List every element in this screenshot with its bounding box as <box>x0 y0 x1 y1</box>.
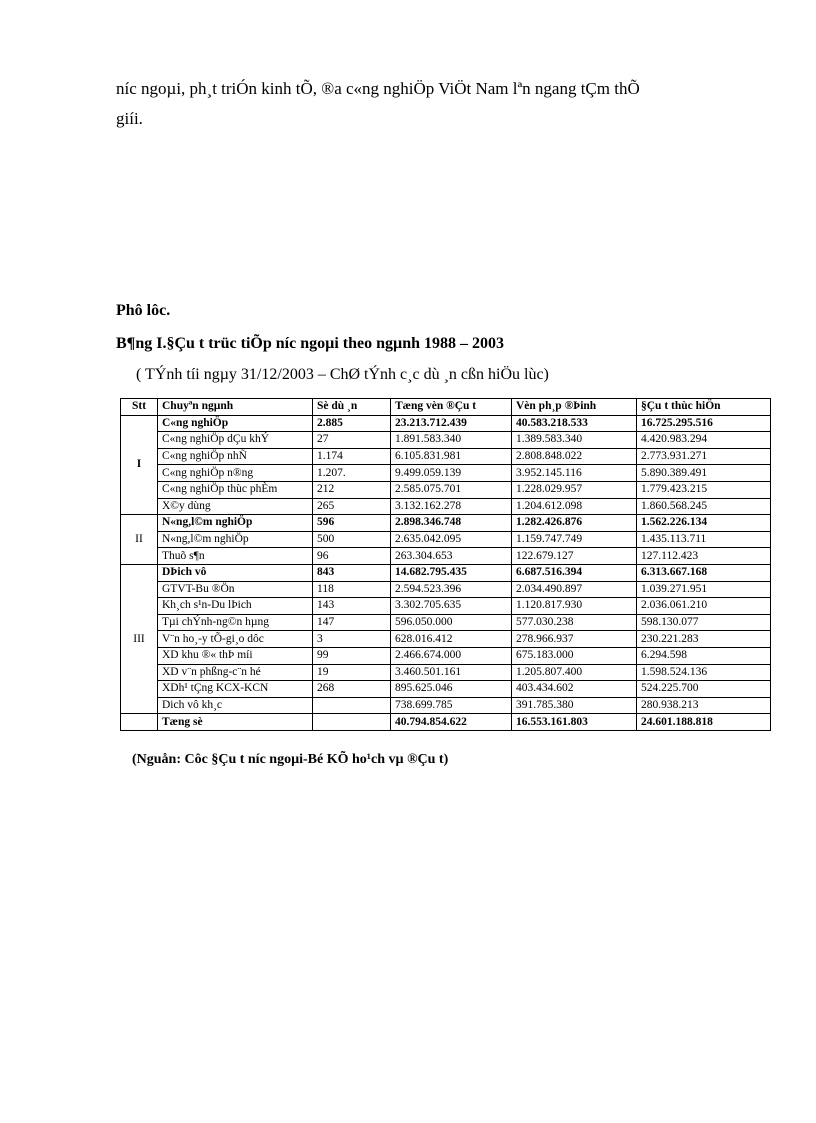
cell-sector: XD v¨n phßng-c¨n hé <box>158 664 313 681</box>
cell-realized: 598.130.077 <box>637 614 771 631</box>
cell-legal: 1.228.029.957 <box>512 481 637 498</box>
cell-legal: 122.679.127 <box>512 548 637 565</box>
cell-projects: 19 <box>313 664 391 681</box>
cell-sector: C«ng nghiÖp thùc phÈm <box>158 481 313 498</box>
table-row <box>121 664 771 681</box>
cell-realized: 1.860.568.245 <box>637 498 771 515</box>
cell-projects: 1.174 <box>313 448 391 465</box>
header-projects: Sè dù ¸n <box>313 399 391 416</box>
cell-realized: 280.938.213 <box>637 697 771 714</box>
cell-sector: C«ng nghiÖp <box>158 415 313 432</box>
table-row <box>121 515 771 532</box>
table-row <box>121 432 771 449</box>
cell-legal: 1.282.426.876 <box>512 515 637 532</box>
cell-projects: 118 <box>313 581 391 598</box>
cell-sector: N«ng,l©m nghiÖp <box>158 515 313 532</box>
cell-legal: 391.785.380 <box>512 697 637 714</box>
cell-total: 628.016.412 <box>391 631 512 648</box>
cell-stt-blank <box>121 714 158 731</box>
cell-total: 1.891.583.340 <box>391 432 512 449</box>
cell-total: 738.699.785 <box>391 697 512 714</box>
cell-sector: C«ng nghiÖp dÇu khÝ <box>158 432 313 449</box>
table-row <box>121 498 771 515</box>
cell-total: 2.594.523.396 <box>391 581 512 598</box>
cell-total: 2.635.042.095 <box>391 531 512 548</box>
header-legal-capital: Vèn ph¸p ®Þinh <box>512 399 637 416</box>
cell-realized: 4.420.983.294 <box>637 432 771 449</box>
cell-legal: 403.434.602 <box>512 681 637 698</box>
cell-projects: 268 <box>313 681 391 698</box>
table-row <box>121 681 771 698</box>
cell-legal: 2.808.848.022 <box>512 448 637 465</box>
header-stt: Stt <box>121 399 158 416</box>
table-row <box>121 415 771 432</box>
cell-projects <box>313 714 391 731</box>
table-row <box>121 647 771 664</box>
cell-legal: 16.553.161.803 <box>512 714 637 731</box>
table-row <box>121 598 771 615</box>
cell-projects <box>313 697 391 714</box>
table-header-row <box>121 399 771 416</box>
cell-projects: 596 <box>313 515 391 532</box>
cell-projects: 96 <box>313 548 391 565</box>
cell-sector: Tµi chÝnh-ng©n hµng <box>158 614 313 631</box>
cell-realized: 16.725.295.516 <box>637 415 771 432</box>
cell-legal: 577.030.238 <box>512 614 637 631</box>
cell-projects: 2.885 <box>313 415 391 432</box>
table-total-row <box>121 714 771 731</box>
cell-legal: 40.583.218.533 <box>512 415 637 432</box>
cell-total: 3.132.162.278 <box>391 498 512 515</box>
cell-realized: 2.036.061.210 <box>637 598 771 615</box>
paragraph-line-2: giíi. <box>116 109 143 128</box>
cell-realized: 524.225.700 <box>637 681 771 698</box>
cell-realized: 230.221.283 <box>637 631 771 648</box>
cell-realized: 127.112.423 <box>637 548 771 565</box>
cell-total: 40.794.854.622 <box>391 714 512 731</box>
cell-total: 2.898.346.748 <box>391 515 512 532</box>
table-row <box>121 531 771 548</box>
cell-sector: XD khu ®« thÞ míi <box>158 647 313 664</box>
table-row <box>121 581 771 598</box>
cell-sector: DÞich vô <box>158 564 313 581</box>
cell-total: 23.213.712.439 <box>391 415 512 432</box>
cell-total: 895.625.046 <box>391 681 512 698</box>
table-row <box>121 564 771 581</box>
cell-sector: Thuõ s¶n <box>158 548 313 565</box>
cell-realized: 24.601.188.818 <box>637 714 771 731</box>
cell-realized: 1.562.226.134 <box>637 515 771 532</box>
cell-sector: Dich vô kh¸c <box>158 697 313 714</box>
header-total-capital: Tæng vèn ®Çu t <box>391 399 512 416</box>
group-stt: II <box>121 515 158 565</box>
cell-projects: 843 <box>313 564 391 581</box>
cell-realized: 6.294.598 <box>637 647 771 664</box>
cell-total: 3.302.705.635 <box>391 598 512 615</box>
body-paragraph <box>116 74 756 134</box>
cell-sector: C«ng nghiÖp nhÑ <box>158 448 313 465</box>
group-stt: I <box>121 415 158 515</box>
header-realized: §Çu t thùc hiÖn <box>637 399 771 416</box>
cell-total: 3.460.501.161 <box>391 664 512 681</box>
cell-total: 6.105.831.981 <box>391 448 512 465</box>
cell-sector: GTVT-Bu ®Ön <box>158 581 313 598</box>
cell-legal: 278.966.937 <box>512 631 637 648</box>
table-title: B¶ng I.§Çu t trüc tiÕp níc ngoµi theo ngµnh 1988 – 2003 <box>116 335 505 352</box>
cell-sector: C«ng nghiÖp n®ng <box>158 465 313 482</box>
table-row <box>121 481 771 498</box>
cell-legal: 1.205.807.400 <box>512 664 637 681</box>
paragraph-line-1: níc ngoµi, ph¸t triÓn kinh tÕ, ®a c«ng nghiÖp ViÖt Nam lªn ngang tÇm thÕ <box>116 79 640 98</box>
cell-realized: 1.779.423.215 <box>637 481 771 498</box>
group-stt: III <box>121 564 158 713</box>
cell-sector: X©y dùng <box>158 498 313 515</box>
cell-sector: N«ng,l©m nghiÖp <box>158 531 313 548</box>
cell-realized: 2.773.931.271 <box>637 448 771 465</box>
cell-sector: XDh¹ tÇng KCX-KCN <box>158 681 313 698</box>
cell-sector: Tæng sè <box>158 714 313 731</box>
cell-realized: 5.890.389.491 <box>637 465 771 482</box>
cell-projects: 143 <box>313 598 391 615</box>
cell-projects: 99 <box>313 647 391 664</box>
cell-legal: 1.120.817.930 <box>512 598 637 615</box>
cell-legal: 1.389.583.340 <box>512 432 637 449</box>
cell-projects: 147 <box>313 614 391 631</box>
cell-legal: 675.183.000 <box>512 647 637 664</box>
table-row <box>121 614 771 631</box>
cell-total: 596.050.000 <box>391 614 512 631</box>
cell-realized: 1.039.271.951 <box>637 581 771 598</box>
table-subtitle: ( TÝnh tíi ngµy 31/12/2003 – ChØ tÝnh c¸c dù ¸n cßn hiÖu lùc) <box>136 366 549 383</box>
header-sector: Chuyªn ngµnh <box>158 399 313 416</box>
cell-legal: 1.159.747.749 <box>512 531 637 548</box>
fdi-table <box>120 398 771 731</box>
table-row <box>121 448 771 465</box>
table-row <box>121 697 771 714</box>
table-row <box>121 631 771 648</box>
cell-projects: 3 <box>313 631 391 648</box>
cell-total: 2.466.674.000 <box>391 647 512 664</box>
cell-legal: 2.034.490.897 <box>512 581 637 598</box>
cell-realized: 1.435.113.711 <box>637 531 771 548</box>
cell-realized: 1.598.524.136 <box>637 664 771 681</box>
cell-projects: 212 <box>313 481 391 498</box>
cell-total: 2.585.075.701 <box>391 481 512 498</box>
table-row <box>121 548 771 565</box>
cell-total: 9.499.059.139 <box>391 465 512 482</box>
source-note: (Nguån: Côc §Çu t níc ngoµi-Bé KÕ ho¹ch vµ ®Çu t) <box>132 752 449 767</box>
appendix-title: Phô lôc. <box>116 302 171 319</box>
cell-total: 263.304.653 <box>391 548 512 565</box>
cell-sector: V¨n ho¸-y tÕ-gi¸o dôc <box>158 631 313 648</box>
cell-projects: 1.207. <box>313 465 391 482</box>
cell-projects: 27 <box>313 432 391 449</box>
cell-legal: 1.204.612.098 <box>512 498 637 515</box>
cell-sector: Kh¸ch s¹n-Du lÞich <box>158 598 313 615</box>
cell-legal: 6.687.516.394 <box>512 564 637 581</box>
cell-projects: 500 <box>313 531 391 548</box>
cell-legal: 3.952.145.116 <box>512 465 637 482</box>
cell-realized: 6.313.667.168 <box>637 564 771 581</box>
cell-projects: 265 <box>313 498 391 515</box>
table-row <box>121 465 771 482</box>
cell-total: 14.682.795.435 <box>391 564 512 581</box>
